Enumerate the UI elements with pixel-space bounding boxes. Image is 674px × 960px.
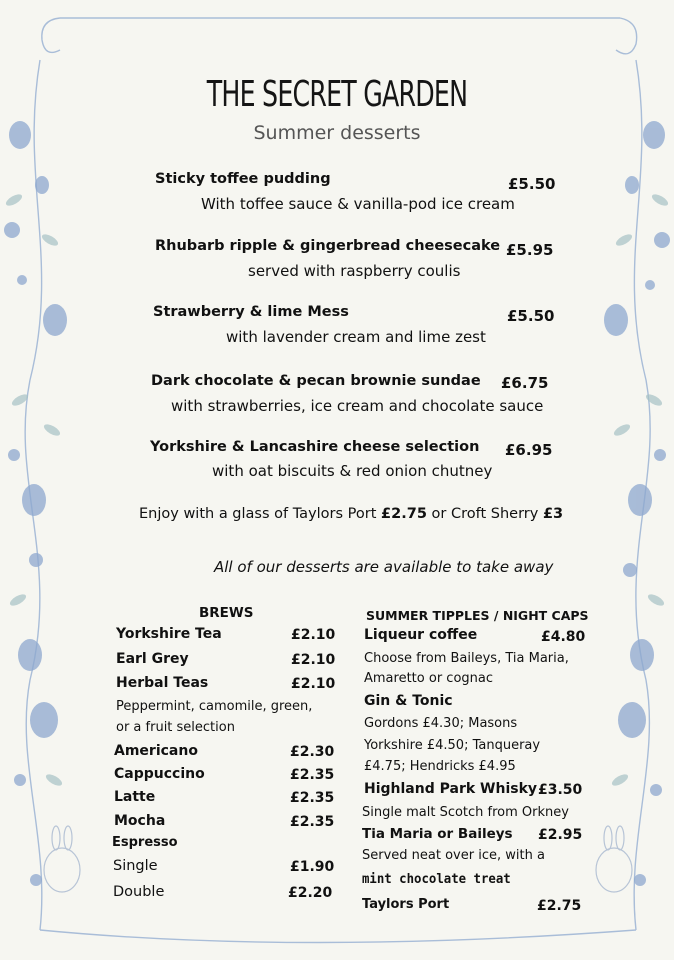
- menu-subtitle: Summer desserts: [253, 122, 421, 144]
- brew-price: £2.10: [291, 652, 336, 668]
- espresso-double-price: £2.20: [288, 885, 333, 901]
- dessert-price: £5.95: [506, 241, 554, 259]
- tipple-price: £3.50: [538, 782, 583, 798]
- port-sherry-note: Enjoy with a glass of Taylors Port £2.75 or Croft Sherry £3: [139, 506, 564, 522]
- dessert-description: with lavender cream and lime zest: [226, 328, 486, 346]
- tipple-name: Liqueur coffee: [364, 627, 478, 643]
- tipples-heading: SUMMER TIPPLES / NIGHT CAPS: [366, 608, 589, 623]
- brew-price: £2.10: [291, 627, 336, 643]
- espresso-double: Double: [113, 884, 165, 900]
- brews-heading: BREWS: [199, 605, 254, 621]
- brew-name: Americano: [114, 743, 198, 759]
- tipple-name: Highland Park Whisky: [364, 781, 538, 797]
- brew-price: £2.10: [291, 676, 336, 692]
- herbal-note: Peppermint, camomile, green,: [116, 699, 313, 714]
- tipple-note: Gordons £4.30; Masons: [364, 716, 518, 731]
- dessert-name: Dark chocolate & pecan brownie sundae: [151, 373, 481, 389]
- tipple-note: Single malt Scotch from Orkney: [362, 805, 569, 820]
- brew-name: Mocha: [114, 813, 166, 829]
- dessert-name: Rhubarb ripple & gingerbread cheesecake: [155, 238, 501, 254]
- dessert-name: Strawberry & lime Mess: [153, 304, 349, 320]
- dessert-description: served with raspberry coulis: [248, 262, 461, 280]
- espresso-label: Espresso: [112, 835, 178, 850]
- dessert-price: £5.50: [508, 175, 556, 193]
- rabbit-icon-right: [596, 826, 632, 892]
- tipple-note: Choose from Baileys, Tia Maria,: [364, 651, 569, 666]
- tipple-treat: mint chocolate treat: [362, 872, 511, 887]
- brew-name: Latte: [114, 789, 156, 805]
- brew-price: £2.35: [290, 790, 335, 806]
- brew-price: £2.35: [290, 767, 335, 783]
- brew-price: £2.30: [290, 744, 335, 760]
- tipple-price: £2.95: [538, 827, 583, 843]
- tipple-name: Taylors Port: [362, 897, 450, 912]
- brew-name: Cappuccino: [114, 766, 205, 782]
- dessert-price: £5.50: [507, 307, 555, 325]
- tipple-note: Served neat over ice, with a: [362, 848, 545, 863]
- tipple-price: £4.80: [541, 629, 586, 645]
- tipple-name: Tia Maria or Baileys: [362, 826, 513, 842]
- dessert-description: with strawberries, ice cream and chocolate sauce: [171, 397, 544, 415]
- dessert-price: £6.75: [501, 374, 549, 392]
- espresso-single: Single: [113, 858, 158, 874]
- dessert-description: with oat biscuits & red onion chutney: [212, 462, 493, 480]
- brew-name: Yorkshire Tea: [116, 626, 222, 642]
- brew-name: Herbal Teas: [116, 675, 209, 691]
- dessert-name: Sticky toffee pudding: [155, 171, 331, 187]
- tipple-note: £4.75; Hendricks £4.95: [364, 759, 516, 774]
- brew-price: £2.35: [290, 814, 335, 830]
- espresso-single-price: £1.90: [290, 859, 335, 875]
- rabbit-icon: [44, 826, 80, 892]
- dessert-name: Yorkshire & Lancashire cheese selection: [150, 439, 480, 455]
- tipple-note: Amaretto or cognac: [364, 671, 493, 686]
- menu-title: THE SECRET GARDEN: [206, 74, 468, 115]
- dessert-description: With toffee sauce & vanilla-pod ice cream: [201, 195, 515, 213]
- tipple-note: Yorkshire £4.50; Tanqueray: [364, 738, 541, 753]
- herbal-note: or a fruit selection: [116, 720, 235, 735]
- tipple-price: £2.75: [537, 898, 582, 914]
- tipple-name: Gin & Tonic: [364, 693, 453, 709]
- takeaway-note: All of our desserts are available to take away: [214, 558, 554, 576]
- dessert-price: £6.95: [505, 441, 553, 459]
- brew-name: Earl Grey: [116, 651, 189, 667]
